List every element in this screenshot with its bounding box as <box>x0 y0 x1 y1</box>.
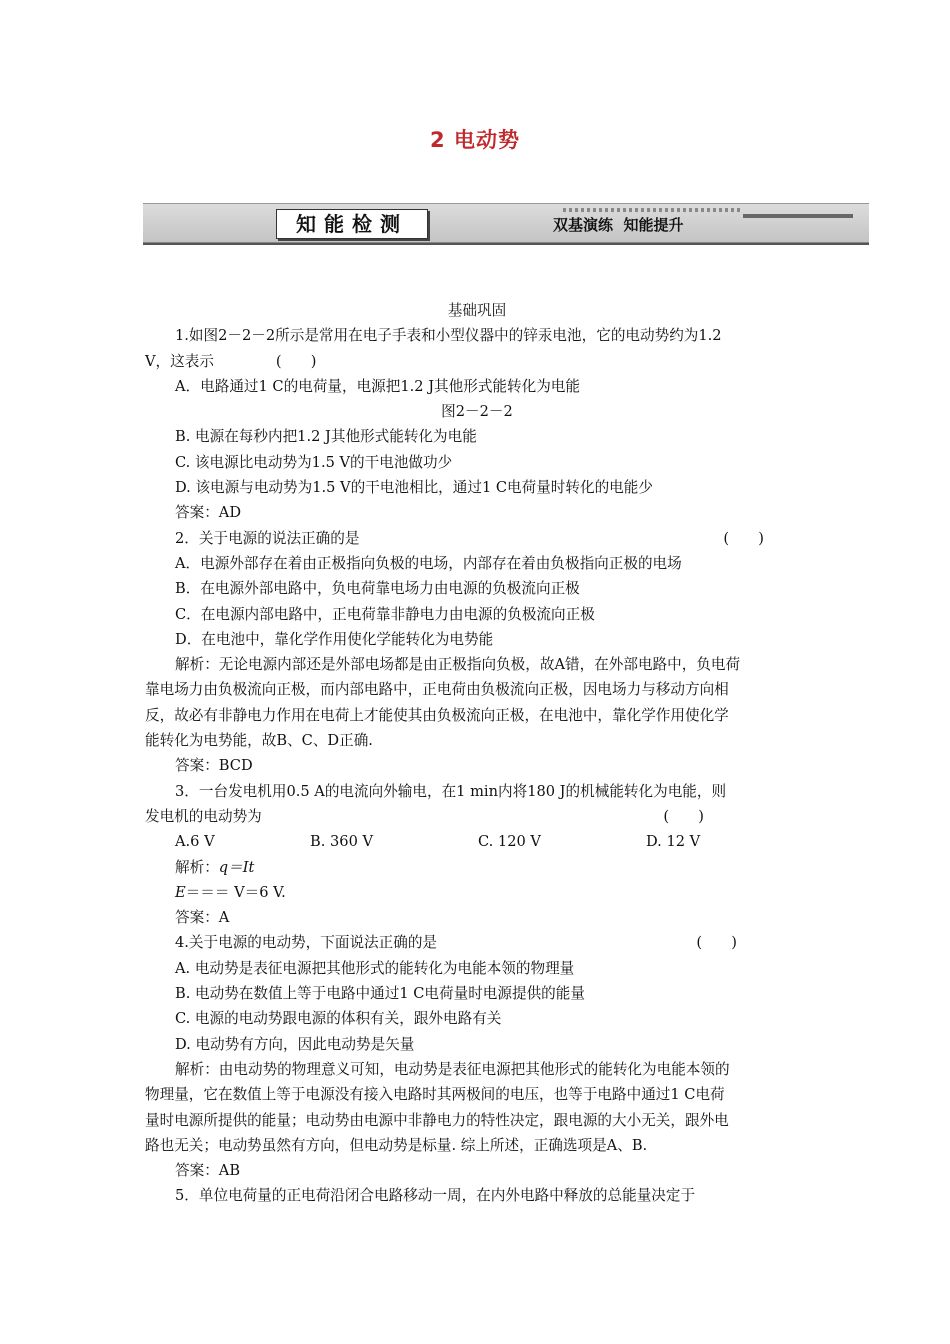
page-title: 2 电动势 <box>430 128 520 152</box>
q4-answer: 答案：AB <box>175 1162 241 1180</box>
q2-analysis-line1: 解析：无论电源内部还是外部电场都是由正极指向负极，故A错，在外部电路中，负电荷 <box>175 656 741 674</box>
q3-calculation <box>145 880 809 905</box>
q3-stem: 发电机的电动势为 <box>145 807 262 825</box>
q2-stem-line <box>145 526 809 551</box>
q4-analysis-line4: 路也无关；电动势虽然有方向，但电动势是标量. 综上所述，正确选项是A、B. <box>145 1136 648 1154</box>
q3-analysis <box>145 855 809 880</box>
q1-figure-caption: 图2－2－2 <box>441 403 513 421</box>
q4-option-d: D. 电动势有方向，因此电动势是矢量 <box>175 1035 415 1053</box>
q2-analysis-line2: 靠电场力由负极流向正极，而内部电路中，正电荷由负极流向正极，因电场力与移动方向相 <box>145 681 729 699</box>
q1-option-a: A．电路通过1 C的电荷量，电源把1.2 J其他形式能转化为电能 <box>175 377 580 395</box>
q4-answer-paren: ( ) <box>696 934 737 952</box>
q4-option-c: C. 电源的电动势跟电源的体积有关，跟外电路有关 <box>175 1010 502 1028</box>
q3-option-a: A.6 V <box>175 833 215 851</box>
section-banner <box>143 203 869 243</box>
q2-stem: 2．关于电源的说法正确的是 <box>175 529 360 547</box>
q3-answer-paren: ( ) <box>663 807 704 825</box>
q2-analysis-line4: 能转化为电势能，故B、C、D正确. <box>145 732 373 750</box>
q4-option-b: B. 电动势在数值上等于电路中通过1 C电荷量时电源提供的能量 <box>175 985 585 1003</box>
q4-analysis-line1: 解析：由电动势的物理意义可知，电动势是表征电源把其他形式的能转化为电能本领的 <box>175 1060 730 1078</box>
q1-option-d: D. 该电源与电动势为1.5 V的干电池相比，通过1 C电荷量时转化的电能少 <box>175 479 653 497</box>
q4-analysis-line2: 物理量，它在数值上等于电源没有接入电路时其两极间的电压，也等于电路中通过1 C电荷 <box>145 1086 725 1104</box>
q2-answer-paren: ( ) <box>723 529 764 547</box>
q1-answer: 答案：AD <box>175 504 242 522</box>
q2-answer: 答案：BCD <box>175 757 253 775</box>
q3-stem-line2 <box>145 804 809 829</box>
q4-stem-line <box>145 930 809 955</box>
banner-underline <box>143 243 869 245</box>
q1-stem-text: V，这表示 <box>145 352 214 370</box>
q5-stem: 5．单位电荷量的正电荷沿闭合电路移动一周，在内外电路中释放的总能量决定于 <box>175 1187 696 1205</box>
banner-tagline: 双基演练 知能提升 <box>553 216 684 234</box>
q1-option-c: C. 该电源比电动势为1.5 V的干电池做功少 <box>175 453 453 471</box>
q3-option-b: B. 360 V <box>310 833 374 851</box>
q3-options <box>145 829 809 854</box>
q3-stem-line1: 3．一台发电机用0.5 A的电流向外输电，在1 min内将180 J的机械能转化为电能，则 <box>175 782 727 800</box>
q1-answer-paren: ( ) <box>275 352 317 370</box>
banner-dots-decoration <box>563 208 743 212</box>
q3-option-d: D. 12 V <box>646 833 701 851</box>
section-heading: 基础巩固 <box>447 302 507 319</box>
q3-calc-variable: E <box>175 883 186 901</box>
q2-option-c: C．在电源内部电路中，正电荷靠非静电力由电源的负极流向正极 <box>175 605 595 623</box>
q4-analysis-line3: 量时电源所提供的能量；电动势由电源中非静电力的特性决定，跟电源的大小无关，跟外电 <box>145 1111 729 1129</box>
q2-option-b: B．在电源外部电路中，负电荷靠电场力由电源的负极流向正极 <box>175 580 580 598</box>
banner-bar-decoration <box>743 214 853 218</box>
q2-analysis-line3: 反，故必有非静电力作用在电荷上才能使其由负极流向正极，在电池中，靠化学作用使化学 <box>145 706 729 724</box>
q4-option-a: A. 电动势是表征电源把其他形式的能转化为电能本领的物理量 <box>175 959 575 977</box>
q3-calc-rest: ＝＝＝ V＝6 V. <box>185 883 286 901</box>
q4-stem: 4.关于电源的电动势，下面说法正确的是 <box>175 934 438 952</box>
q2-option-d: D．在电池中，靠化学作用使化学能转化为电势能 <box>175 630 494 648</box>
q3-analysis-formula: q＝It <box>218 858 255 876</box>
q3-analysis-prefix: 解析： <box>175 858 219 876</box>
q3-option-c: C. 120 V <box>478 833 541 851</box>
q3-answer: 答案：A <box>175 909 230 927</box>
document-body <box>145 298 809 1209</box>
q1-stem-line1: 1.如图2－2－2所示是常用在电子手表和小型仪器中的锌汞电池，它的电动势约为1.2 <box>175 327 722 345</box>
q1-stem-line2 <box>145 349 809 374</box>
banner-badge: 知能检测 <box>276 209 428 239</box>
q1-option-b: B. 电源在每秒内把1.2 J其他形式能转化为电能 <box>175 428 477 446</box>
q2-option-a: A．电源外部存在着由正极指向负极的电场，内部存在着由负极指向正极的电场 <box>175 554 682 572</box>
